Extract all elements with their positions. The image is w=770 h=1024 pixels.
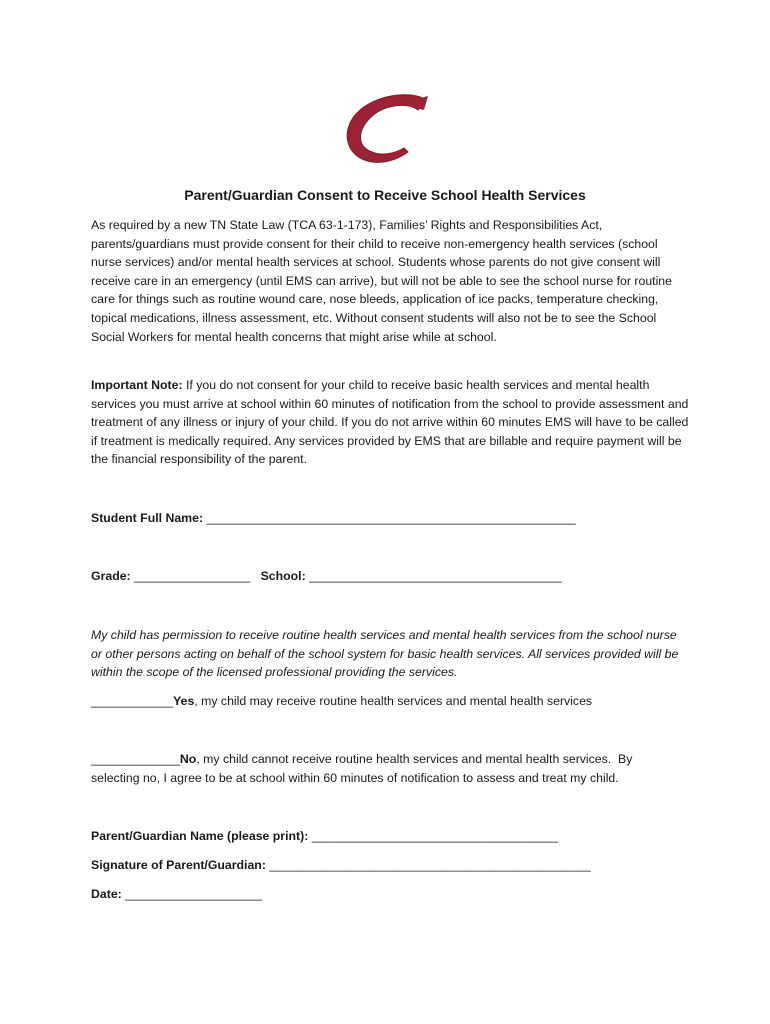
no-text: , my child cannot receive routine health services and mental health services. By (196, 752, 633, 766)
yes-option[interactable] (91, 692, 592, 710)
date-label: Date: (91, 887, 122, 901)
form-title: Parent/Guardian Consent to Receive School Health Services (184, 187, 586, 203)
guardian-name-label: Parent/Guardian Name (please print): (91, 829, 309, 843)
guardian-signature-label: Signature of Parent/Guardian: (91, 858, 266, 872)
grade-label: Grade: (91, 569, 131, 583)
yes-blank[interactable]: ____________ (91, 694, 174, 708)
intro-paragraph: As required by a new TN State Law (TCA 63-1-173), Families’ Rights and Responsibilities Act, parents/guardians must provide consent for their child to receive non-emergency health services (school nurse services) and/or mental health services at school. Students whose parents do not give consent will receive care in an emergency (until EMS can arrive), but will not be able to see the school nurse for routine care for things such as routine wound care, nose bleeds, application of ice packs, temperature checking, topical medications, illness assessment, etc. Without consent students will also not be to see the School Social Workers for mental health concerns that might arise while at school. (91, 218, 672, 344)
student-name-field[interactable] (91, 509, 576, 527)
student-name-label: Student Full Name: (91, 511, 204, 525)
guardian-signature-field[interactable] (91, 856, 591, 874)
no-option-continued: selecting no, I agree to be at school within 60 minutes of notification to assess and treat my child. (91, 771, 619, 785)
school-line[interactable]: _____________________________________ (305, 569, 563, 583)
date-field[interactable] (91, 885, 262, 903)
no-label: No (179, 752, 197, 766)
no-option[interactable] (91, 750, 632, 768)
guardian-name-line[interactable]: ____________________________________ (308, 829, 558, 843)
school-label: School: (260, 569, 306, 583)
date-line[interactable]: ____________________ (121, 887, 262, 901)
grade-school-fields (91, 567, 562, 585)
guardian-name-field[interactable] (91, 827, 558, 845)
school-c-logo (338, 92, 430, 166)
guardian-signature-line[interactable]: _______________________________________________ (265, 858, 591, 872)
student-name-line[interactable]: ______________________________________________________ (203, 511, 576, 525)
no-blank[interactable]: _____________ (91, 752, 180, 766)
important-note-paragraph (91, 376, 691, 469)
yes-text: , my child may receive routine health services and mental health services (194, 694, 593, 708)
important-note-text: If you do not consent for your child to receive basic health services and mental health services you must arrive at school within 60 minutes of notification from the school to provide assessment and treatment of any illness or injury of your child. If you do not arrive within 60 minutes EMS will have to be called if treatment is medically required. Any services provided by EMS that are billable and require payment will be the financial responsibility of the parent. (91, 378, 689, 467)
yes-label: Yes (173, 694, 195, 708)
permission-statement: My child has permission to receive routine health services and mental health services from the school nurse or other persons acting on behalf of the school system for basic health services. All services provided will be within the scope of the licensed professional providing the services. (91, 628, 679, 680)
important-note-label: Important Note: (91, 378, 183, 392)
grade-line[interactable]: _________________ (130, 569, 251, 583)
